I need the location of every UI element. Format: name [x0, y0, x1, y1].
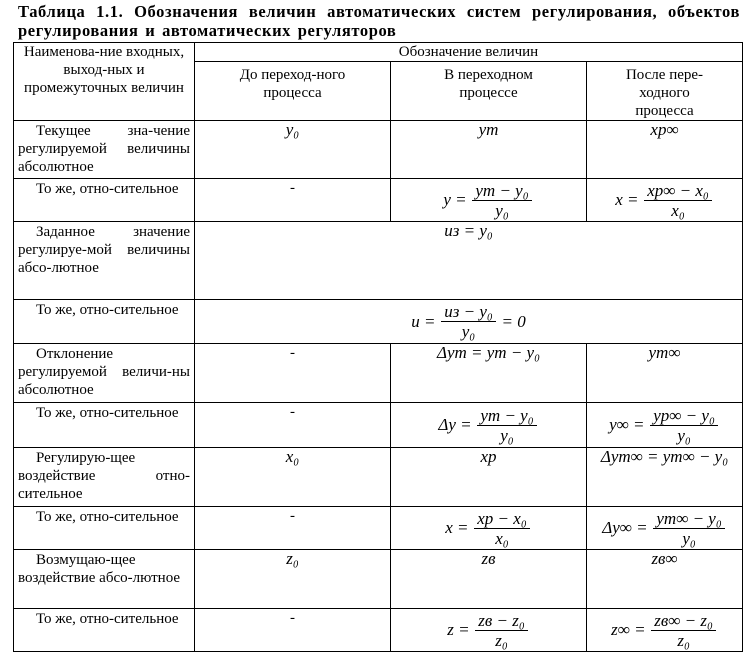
after-value: Δyт∞ = yт∞ − y₀ [600, 447, 729, 466]
header-during: В переходном процессе [391, 62, 587, 121]
during-value: xp [480, 447, 497, 466]
table-row [14, 222, 743, 300]
numerator: zв∞ − z₀ [651, 611, 716, 631]
before-cell [195, 448, 391, 507]
denominator: y₀ [495, 200, 509, 220]
row-label: Текущее зна-чение регулируемой величины абсолютное [14, 121, 195, 179]
numerator: uз − y₀ [441, 302, 496, 322]
formula-lhs: x = [615, 190, 639, 209]
during-cell [391, 507, 587, 550]
numerator: yт − y₀ [472, 181, 531, 201]
before-cell [195, 121, 391, 179]
merged-cell [195, 300, 743, 344]
numerator: yт − y₀ [477, 406, 536, 426]
during-cell [391, 550, 587, 609]
denominator: z₀ [495, 630, 508, 650]
fraction [475, 611, 528, 650]
during-cell [391, 448, 587, 507]
after-cell [587, 344, 743, 403]
symbols-table [13, 42, 743, 652]
formula-lhs: Δy∞ = [602, 518, 648, 537]
after-cell [587, 550, 743, 609]
after-value: zв∞ [651, 549, 678, 568]
denominator: y₀ [461, 322, 476, 341]
before-value: z₀ [286, 549, 299, 568]
before-cell [195, 609, 391, 652]
after-cell [587, 448, 743, 507]
row-label: Отклонение регулируемой величи-ны абсолютное [14, 344, 195, 403]
fraction [651, 611, 716, 650]
after-cell [587, 403, 743, 448]
after-cell [587, 609, 743, 652]
table-row [14, 179, 743, 222]
fraction [650, 406, 718, 445]
row-label: То же, отно-сительное [14, 609, 195, 652]
before-value: - [290, 508, 295, 524]
denominator: x₀ [495, 528, 509, 548]
table-row [14, 403, 743, 448]
fraction [472, 181, 531, 220]
before-cell [195, 507, 391, 550]
row-label: То же, отно-сительное [14, 507, 195, 550]
denominator: y₀ [682, 528, 696, 548]
fraction [653, 509, 724, 548]
during-value: Δyт = yт − y₀ [436, 343, 541, 362]
formula-lhs: x = [445, 518, 469, 537]
during-cell [391, 344, 587, 403]
numerator: zв − z₀ [475, 611, 528, 631]
numerator: yp∞ − y₀ [650, 406, 718, 426]
formula-lhs: z∞ = [611, 620, 646, 639]
table-row [14, 507, 743, 550]
after-cell [587, 179, 743, 222]
table-row [14, 121, 743, 179]
fraction [644, 181, 712, 220]
row-label: То же, отно-сительное [14, 403, 195, 448]
merged-cell [195, 222, 743, 300]
before-value: - [290, 404, 295, 420]
table-row [14, 550, 743, 609]
table-title: Таблица 1.1. Обозначения величин автоматических систем регулирования, объектов регулирования и автоматических регуляторов [18, 2, 740, 40]
header-names-cell [14, 43, 195, 121]
table-row [14, 448, 743, 507]
before-cell [195, 550, 391, 609]
before-value: - [290, 610, 295, 626]
row-label: Регулирую-щее воздействие отно-сительное [14, 448, 195, 507]
before-cell [195, 179, 391, 222]
denominator: x₀ [671, 200, 685, 220]
table-row [14, 344, 743, 403]
during-cell [391, 179, 587, 222]
row-label: То же, отно-сительное [14, 300, 195, 344]
row-label: То же, отно-сительное [14, 179, 195, 222]
denominator: y₀ [500, 425, 514, 445]
before-cell [195, 344, 391, 403]
denominator: y₀ [677, 425, 691, 445]
row-label: Заданное значение регулируе-мой величины абсо-лютное [14, 222, 195, 300]
header-names: Наименова-ние входных, выход-ных и промежуточных величин [23, 44, 185, 96]
merged-value: uз = y₀ [444, 221, 493, 240]
before-cell [195, 403, 391, 448]
formula-lhs: Δy = [438, 415, 472, 434]
during-value: yт [478, 120, 499, 139]
table-row [14, 609, 743, 652]
formula-lhs: u = [411, 311, 436, 331]
after-cell [587, 121, 743, 179]
before-value: - [290, 345, 295, 361]
formula-lhs: y = [443, 190, 467, 209]
after-value: xp∞ [650, 120, 679, 139]
during-value: zв [481, 549, 496, 568]
numerator: xp − x₀ [474, 509, 529, 529]
formula-lhs: y∞ = [609, 415, 645, 434]
fraction [441, 302, 496, 341]
before-value: y₀ [285, 120, 300, 139]
table-row [14, 300, 743, 344]
during-cell [391, 403, 587, 448]
row-label: Возмущаю-щее воздействие абсо-лютное [14, 550, 195, 609]
before-value: - [290, 180, 295, 196]
after-value: yт∞ [648, 343, 681, 362]
during-cell [391, 121, 587, 179]
fraction [474, 509, 529, 548]
before-value: x₀ [285, 447, 300, 466]
formula-rhs: = 0 [501, 311, 526, 331]
header-group: Обозначение величин [195, 43, 743, 62]
header-before: До переход-ного процесса [195, 62, 391, 121]
numerator: yт∞ − y₀ [653, 509, 724, 529]
fraction [477, 406, 536, 445]
formula-lhs: z = [447, 620, 470, 639]
denominator: z₀ [677, 630, 690, 650]
after-cell [587, 507, 743, 550]
during-cell [391, 609, 587, 652]
numerator: xp∞ − x₀ [644, 181, 712, 201]
header-after: После пере-ходного процесса [587, 62, 743, 121]
